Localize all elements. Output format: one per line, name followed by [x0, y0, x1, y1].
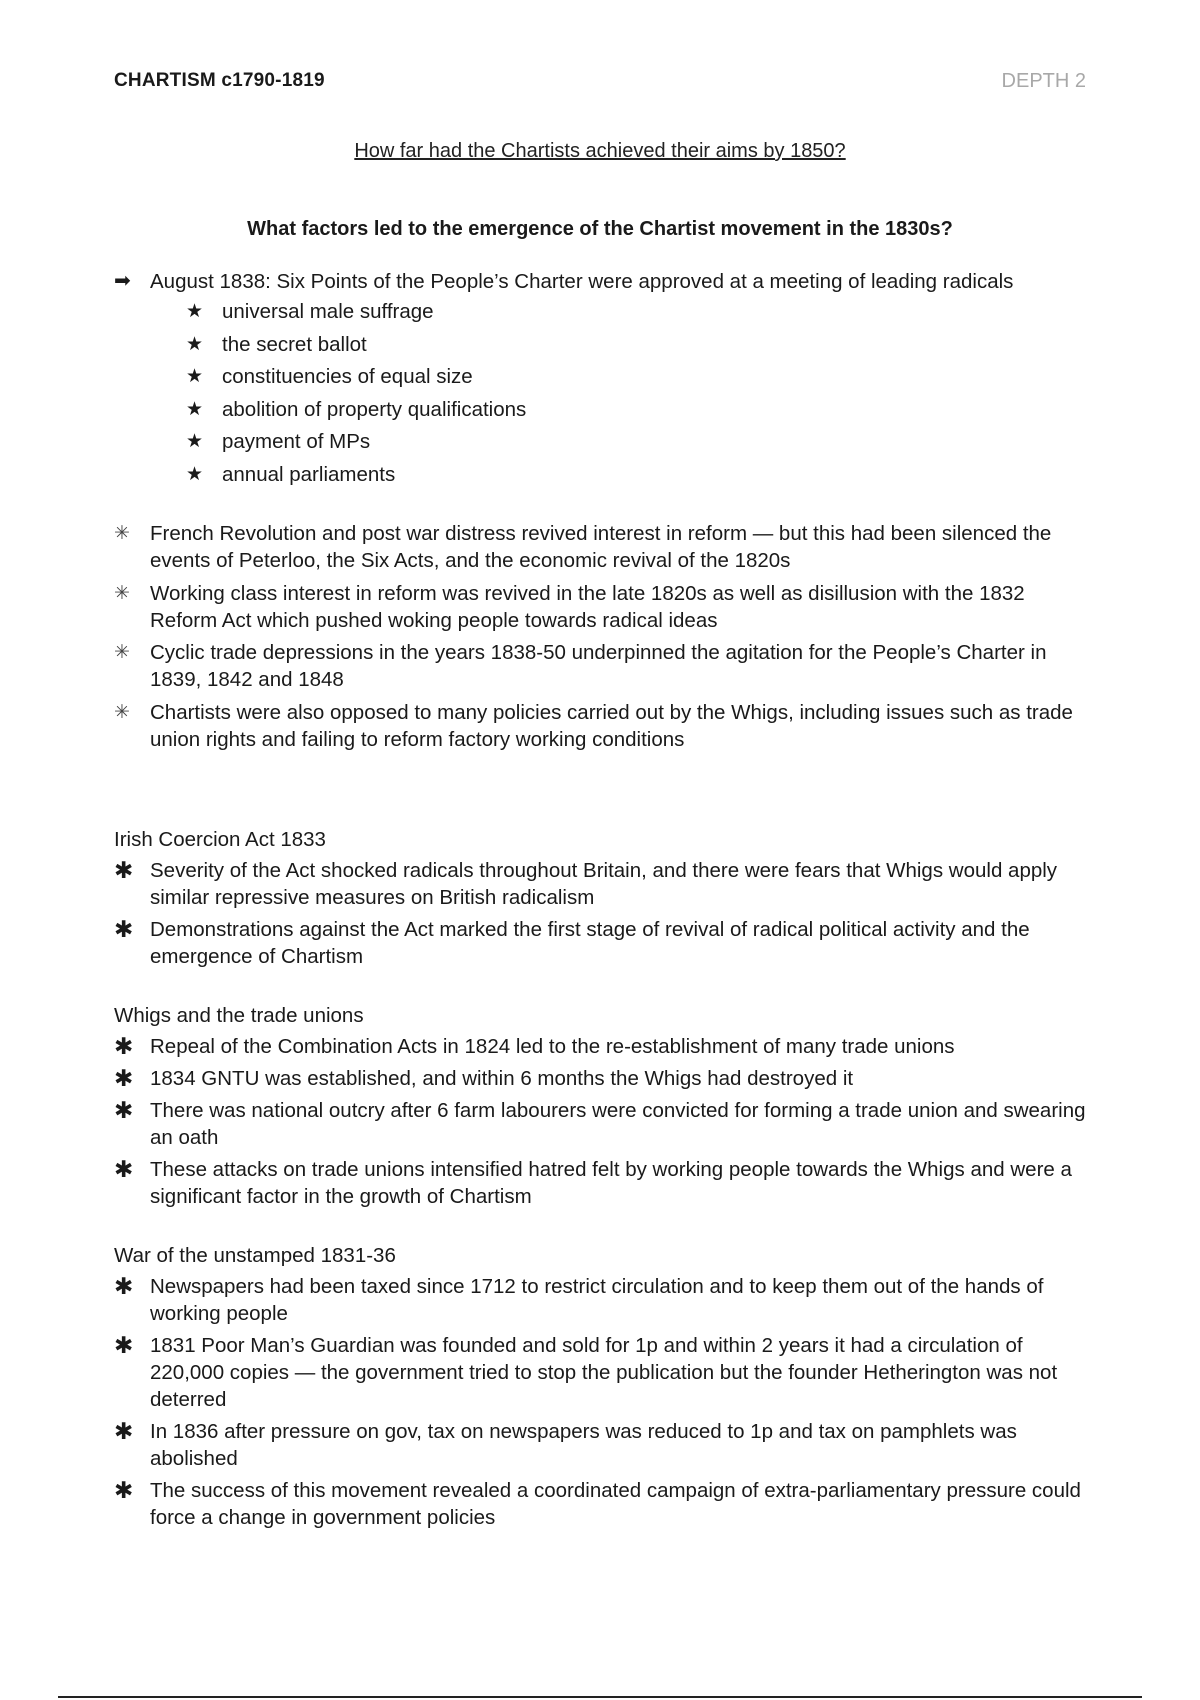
charter-point: ★ the secret ballot [186, 332, 367, 356]
document-header-title: CHARTISM c1790-1819 [114, 70, 325, 91]
section-irish-coercion-act [114, 826, 1094, 970]
document-subtitle: How far had the Chartists achieved their aims by 1850? [354, 140, 846, 162]
depth-label: DEPTH 2 [1001, 70, 1086, 92]
asterisk-bold-icon: ✱ [114, 1477, 134, 1503]
section-item: ✱ In 1836 after pressure on gov, tax on newspapers was reduced to 1p and tax on pamphlets was abolished [114, 1418, 1017, 1470]
factor-item: ✳ Cyclic trade depressions in the years 1838-50 underpinned the agitation for the People’s Charter in 1839, 1842 and 1848 [114, 641, 1047, 691]
document-body [114, 268, 1094, 1536]
charter-point: ★ abolition of property qualifications [186, 397, 527, 421]
section-title: Irish Coercion Act 1833 [114, 828, 326, 851]
asterisk-bold-icon: ✱ [114, 1418, 134, 1444]
factors-list [114, 520, 1094, 753]
factor-item: ✳ French Revolution and post war distress revived interest in reform — but this had been silenced the events of Peterloo, the Six Acts, and the economic revival of the 1820s [114, 522, 1052, 572]
section-whigs-trade-unions [114, 1002, 1094, 1210]
charter-intro-text: August 1838: Six Points of the People’s Charter were approved at a meeting of leading radicals [150, 270, 1014, 293]
factor-item: ✳ Working class interest in reform was revived in the late 1820s as well as disillusion with the 1832 Reform Act which pushed woking people towards radical ideas [114, 581, 1025, 632]
charter-point: ★ annual parliaments [186, 462, 396, 486]
asterisk-bold-icon: ✱ [114, 1273, 134, 1299]
star-icon: ★ [186, 333, 204, 355]
charter-intro-item [114, 268, 1094, 295]
charter-points-list [186, 298, 1094, 488]
charter-point: ★ payment of MPs [186, 430, 371, 453]
star-icon: ★ [186, 398, 204, 420]
section-title: War of the unstamped 1831-36 [114, 1244, 396, 1267]
section-item: ✱ The success of this movement revealed a coordinated campaign of extra-parliamentary pressure could force a change in government policies [114, 1477, 1081, 1529]
asterisk-light-icon: ✳ [114, 701, 130, 723]
section-title: Whigs and the trade unions [114, 1004, 364, 1027]
asterisk-light-icon: ✳ [114, 523, 130, 544]
section-item: ✱ Demonstrations against the Act marked the first stage of revival of radical political activity and the emergence of Chartism [114, 916, 1030, 968]
section-item: ✱ There was national outcry after 6 farm labourers were convicted for forming a trade union and swearing an oath [114, 1097, 1086, 1149]
asterisk-bold-icon: ✱ [114, 1097, 134, 1123]
section-item: ✱ Newspapers had been taxed since 1712 to restrict circulation and to keep them out of the hands of working people [114, 1273, 1044, 1325]
star-icon: ★ [186, 463, 204, 485]
charter-point: ★ universal male suffrage [186, 300, 434, 323]
asterisk-bold-icon: ✱ [114, 1033, 134, 1059]
section-war-of-the-unstamped [114, 1242, 1094, 1531]
section-question-heading: What factors led to the emergence of the Chartist movement in the 1830s? [247, 218, 953, 240]
charter-point: ★ constituencies of equal size [186, 365, 473, 388]
asterisk-bold-icon: ✱ [114, 1332, 134, 1358]
star-icon: ★ [186, 431, 204, 452]
section-item: ✱ 1831 Poor Man’s Guardian was founded and sold for 1p and within 2 years it had a circulation of 220,000 copies — the government tried to stop the publication but the founder Hetherington was not deterred [114, 1332, 1058, 1411]
asterisk-bold-icon: ✱ [114, 1065, 134, 1091]
section-item: ✱ These attacks on trade unions intensified hatred felt by working people towards the Whigs and were a significant factor in the growth of Chartism [114, 1156, 1072, 1208]
asterisk-light-icon: ✳ [114, 582, 130, 604]
section-item: ✱ 1834 GNTU was established, and within 6 months the Whigs had destroyed it [114, 1065, 854, 1091]
asterisk-bold-icon: ✱ [114, 857, 134, 883]
star-icon: ★ [186, 301, 204, 322]
star-icon: ★ [186, 366, 204, 387]
factor-item: ✳ Chartists were also opposed to many policies carried out by the Whigs, including issues such as trade union rights and failing to reform factory working conditions [114, 700, 1073, 751]
asterisk-bold-icon: ✱ [114, 916, 134, 942]
footer-rule [58, 1696, 1142, 1698]
arrow-right-icon: ➡ [114, 270, 131, 292]
asterisk-bold-icon: ✱ [114, 1156, 134, 1182]
asterisk-light-icon: ✳ [114, 642, 130, 663]
section-item: ✱ Severity of the Act shocked radicals throughout Britain, and there were fears that Whigs would apply similar repressive measures on British radicalism [114, 857, 1058, 909]
section-item: ✱ Repeal of the Combination Acts in 1824 led to the re-establishment of many trade unions [114, 1033, 955, 1059]
